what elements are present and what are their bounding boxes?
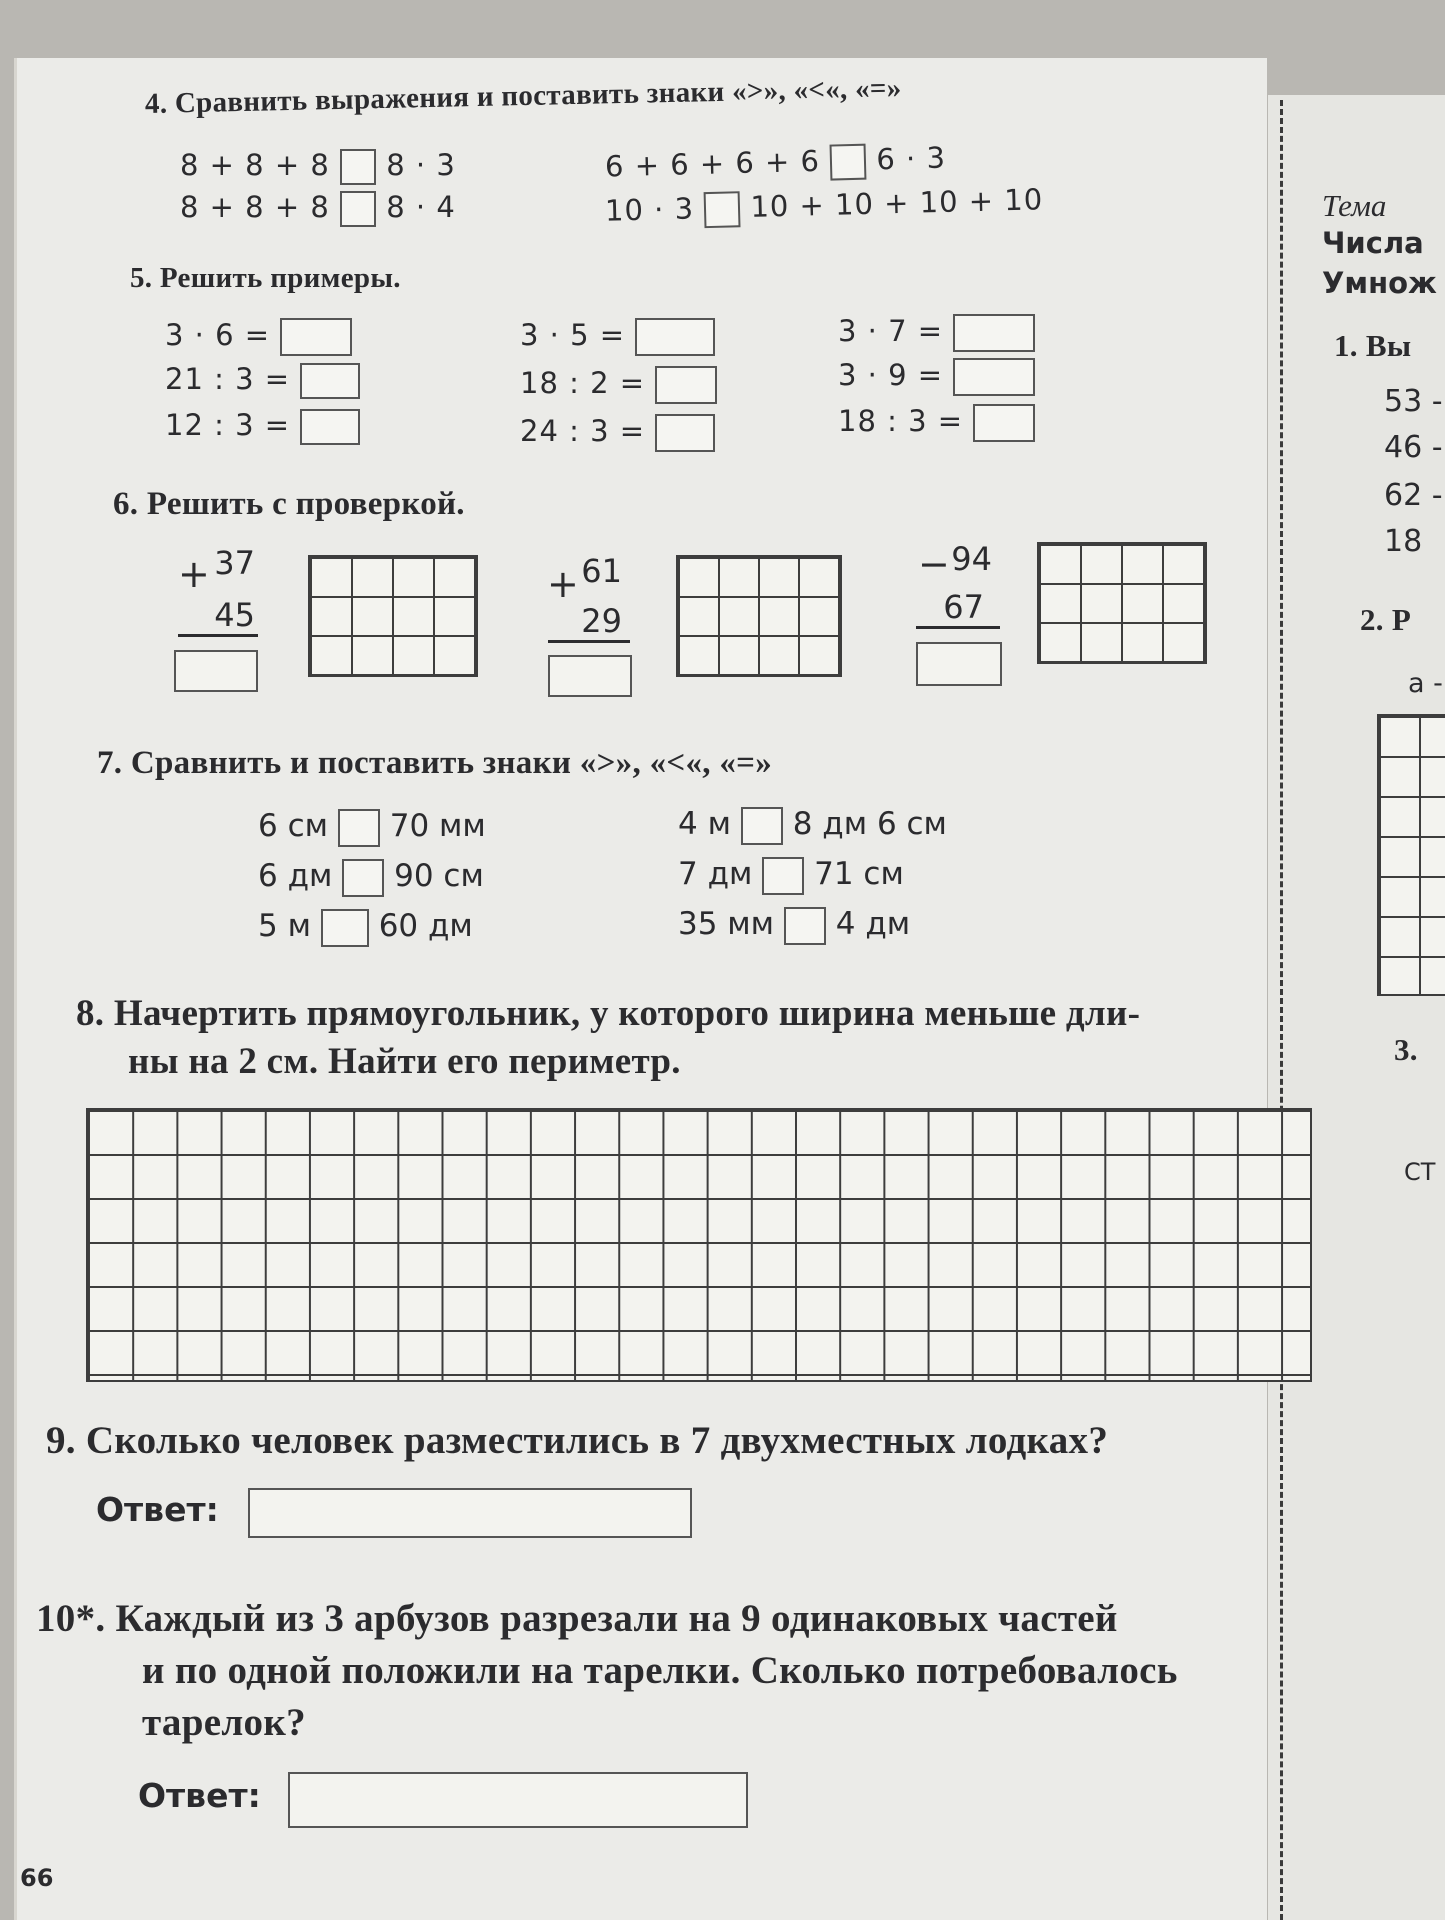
right-line2: Умнож [1322, 266, 1437, 300]
value-b: 71 см [814, 856, 904, 892]
task5-item [165, 362, 360, 399]
answer-label: Ответ: [96, 1490, 219, 1529]
check-grid[interactable] [676, 555, 842, 677]
expr-left: 8 + 8 + 8 [180, 148, 330, 182]
task7-row [258, 808, 486, 847]
right-num: 53 - [1384, 384, 1443, 419]
operator-minus: − [918, 542, 950, 586]
sign-box[interactable] [342, 859, 384, 897]
task7-row [678, 806, 947, 845]
sign-box[interactable] [784, 907, 826, 945]
answer-box[interactable] [300, 363, 360, 399]
value-b: 4 дм [835, 906, 911, 942]
right-task3: 3. [1394, 1032, 1418, 1067]
task10-line2: и по одной положили на тарелки. Сколько потребовалось [142, 1649, 1178, 1692]
sign-box[interactable] [338, 809, 380, 847]
answer-box[interactable] [655, 414, 715, 452]
sign-box[interactable] [830, 144, 867, 181]
right-task2: 2. Р [1360, 602, 1412, 637]
result-box[interactable] [548, 655, 632, 697]
task7-row [258, 908, 473, 947]
answer-label: Ответ: [138, 1776, 261, 1815]
sign-box[interactable] [321, 909, 369, 947]
operator-plus: + [547, 562, 579, 606]
task8-line1: 8. Начертить прямоугольник, у которого ширина меньше дли- [76, 993, 1141, 1034]
difference-line [916, 626, 1000, 629]
value-a: 5 м [258, 908, 311, 944]
task10-line1: 10*. Каждый из 3 арбузов разрезали на 9 одинаковых частей [36, 1597, 1118, 1640]
task5-item [165, 408, 360, 445]
task10-line3: тарелок? [142, 1701, 306, 1744]
right-num: 18 [1384, 524, 1423, 559]
task5-item [520, 414, 715, 452]
sum-line [178, 634, 258, 637]
example-text: 3 · 6 = [165, 318, 271, 352]
expr-left: 10 · 3 [604, 191, 695, 228]
example-text: 24 : 3 = [520, 414, 646, 448]
answer-box[interactable] [280, 318, 352, 356]
value-a: 6 дм [258, 858, 333, 894]
example-text: 18 : 2 = [520, 366, 646, 400]
answer-box[interactable] [635, 318, 715, 356]
expr-right: 8 · 3 [386, 148, 456, 182]
answer-box[interactable] [953, 314, 1035, 352]
right-line1: Числа [1322, 226, 1424, 260]
drawing-grid[interactable] [86, 1108, 1312, 1382]
task5-item [838, 314, 1035, 352]
task5-item [165, 318, 352, 356]
right-a-label: а - [1408, 668, 1443, 699]
right-topic: Тема [1322, 188, 1387, 223]
example-text: 21 : 3 = [165, 362, 291, 396]
answer-box[interactable] [655, 366, 717, 404]
task5-heading: 5. Решить примеры. [130, 262, 401, 294]
value-a: 35 мм [678, 906, 775, 942]
example-text: 18 : 3 = [838, 404, 964, 438]
task4-expr-row [180, 148, 456, 185]
task5-item [520, 366, 717, 404]
expr-right: 10 + 10 + 10 + 10 [749, 182, 1044, 224]
right-task1: 1. Вы [1334, 328, 1412, 363]
sign-box[interactable] [741, 807, 783, 845]
task4-heading: 4. Сравнить выражения и поставить знаки «>», «<«, «=» [144, 72, 902, 120]
task7-row [678, 906, 910, 945]
example-text: 3 · 5 = [520, 318, 626, 352]
task9-question: 9. Сколько человек разместились в 7 двухместных лодках? [46, 1419, 1109, 1462]
example-text: 3 · 7 = [838, 314, 944, 348]
value-b: 70 мм [389, 808, 486, 844]
expr-right: 6 · 3 [875, 140, 947, 177]
worksheet-page-right [1268, 95, 1445, 1920]
check-grid[interactable] [1037, 542, 1207, 664]
addend-bottom: 45 [214, 596, 255, 634]
task7-row [678, 856, 904, 895]
task7-row [258, 858, 484, 897]
example-text: 12 : 3 = [165, 408, 291, 442]
page-cut-line [1280, 100, 1283, 1920]
right-grid [1377, 714, 1445, 996]
result-box[interactable] [174, 650, 258, 692]
minuend: 94 [951, 540, 992, 578]
sign-box[interactable] [762, 857, 804, 895]
check-grid[interactable] [308, 555, 478, 677]
answer-box[interactable] [973, 404, 1035, 442]
value-a: 4 м [678, 806, 731, 842]
task7-heading: 7. Сравнить и поставить знаки «>», «<«, «=» [97, 745, 773, 781]
operator-plus: + [178, 552, 210, 596]
task5-item [838, 358, 1035, 396]
sign-box[interactable] [340, 191, 376, 227]
expr-left: 6 + 6 + 6 + 6 [604, 143, 821, 184]
value-b: 90 см [394, 858, 484, 894]
page-number: 66 [20, 1864, 54, 1892]
task6-heading: 6. Решить с проверкой. [113, 486, 465, 522]
addend-top: 37 [214, 544, 255, 582]
value-a: 6 см [258, 808, 329, 844]
task9-answer-field[interactable] [248, 1488, 692, 1538]
sum-line [548, 640, 630, 643]
example-text: 3 · 9 = [838, 358, 944, 392]
task5-item [838, 404, 1035, 442]
task8-line2: ны на 2 см. Найти его периметр. [128, 1041, 681, 1082]
expr-right: 8 · 4 [386, 190, 456, 224]
task10-answer-field[interactable] [288, 1772, 748, 1828]
right-num: 46 - [1384, 430, 1443, 465]
value-a: 7 дм [678, 856, 753, 892]
subtrahend: 67 [943, 588, 984, 626]
answer-box[interactable] [953, 358, 1035, 396]
task5-item [520, 318, 715, 356]
answer-box[interactable] [300, 409, 360, 445]
value-b: 8 дм 6 см [792, 806, 947, 842]
expr-left: 8 + 8 + 8 [180, 190, 330, 224]
task4-expr-row [180, 190, 456, 227]
right-st: СТ [1404, 1158, 1436, 1186]
right-num: 62 - [1384, 478, 1443, 513]
value-b: 60 дм [378, 908, 473, 944]
addend-top: 61 [581, 552, 622, 590]
addend-bottom: 29 [581, 602, 622, 640]
sign-box[interactable] [340, 149, 376, 185]
result-box[interactable] [916, 642, 1002, 686]
sign-box[interactable] [704, 191, 741, 228]
